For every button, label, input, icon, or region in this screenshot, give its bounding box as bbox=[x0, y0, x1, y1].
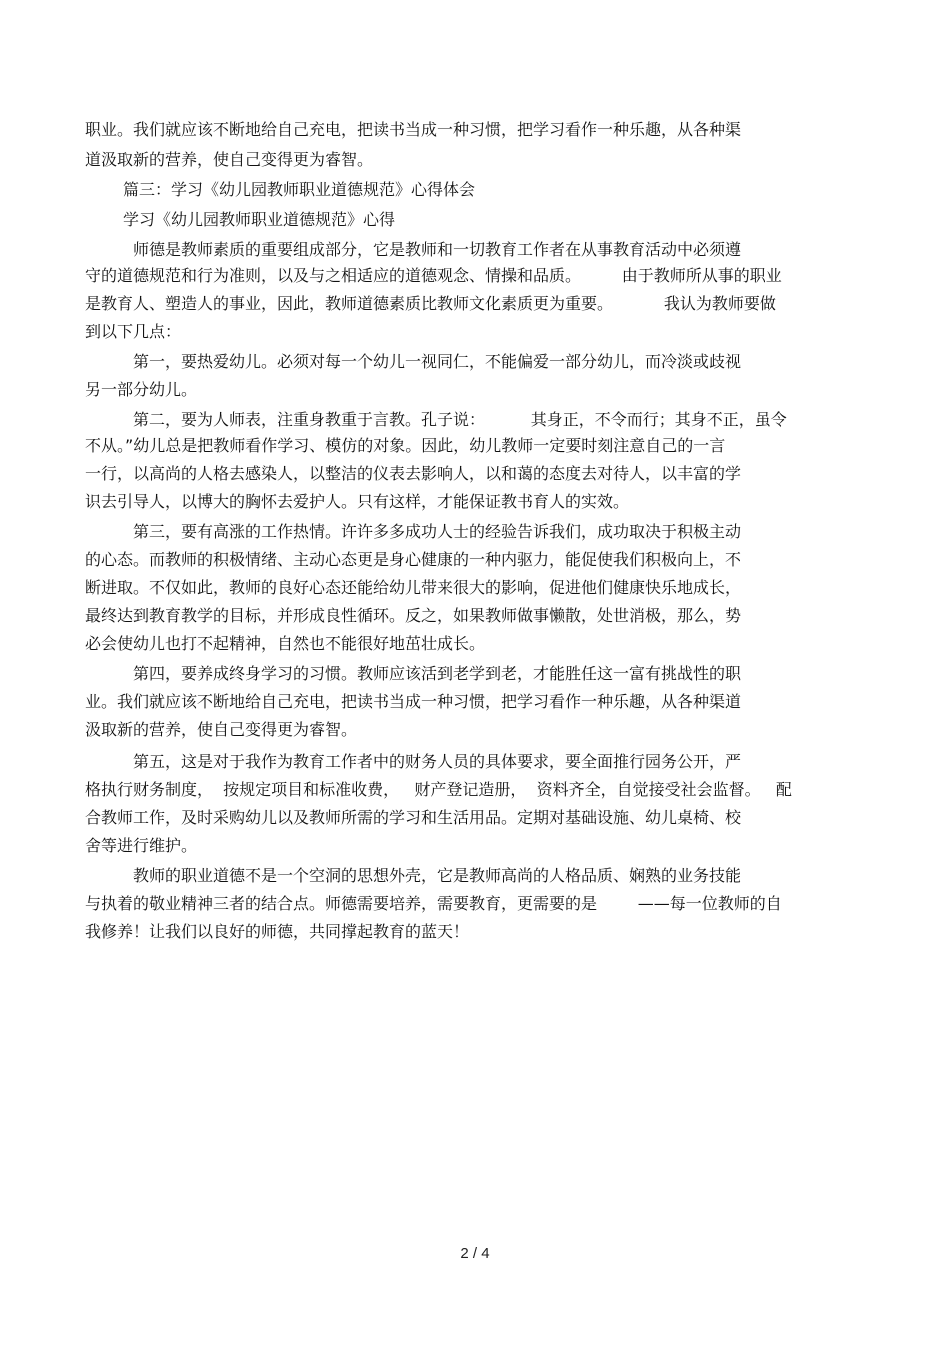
body-text-line: 师德是教师素质的重要组成部分，它是教师和一切教育工作者在从事教育活动中必须遵 bbox=[133, 240, 742, 259]
body-text-line: 教师的职业道德不是一个空洞的思想外壳，它是教师高尚的人格品质、娴熟的业务技能 bbox=[133, 866, 742, 885]
body-text-line: 合教师工作，及时采购幼儿以及教师所需的学习和生活用品。定期对基础设施、幼儿桌椅、校 bbox=[85, 808, 742, 827]
body-text-line: 另一部分幼儿。 bbox=[85, 380, 198, 399]
body-text-line: 与执着的敬业精神三者的结合点。师德需要培养，需要教育，更需要的是 ——每一位教师的自 bbox=[85, 894, 782, 913]
body-text-line: 汲取新的营养，使自己变得更为睿智。 bbox=[85, 720, 358, 739]
body-text-line: 最终达到教育教学的目标，并形成良性循环。反之，如果教师做事懒散，处世消极，那么，势 bbox=[85, 606, 742, 625]
page-number: 2 / 4 bbox=[460, 1245, 490, 1262]
article-title: 学习《幼儿园教师职业道德规范》心得 bbox=[123, 210, 396, 229]
body-text-line: 识去引导人，以博大的胸怀去爱护人。只有这样，才能保证教书育人的实效。 bbox=[85, 492, 630, 511]
body-text-line: 第四，要养成终身学习的习惯。教师应该活到老学到老，才能胜任这一富有挑战性的职 bbox=[133, 664, 742, 683]
body-text-line: 第三，要有高涨的工作热情。许许多多成功人士的经验告诉我们，成功取决于积极主动 bbox=[133, 522, 742, 541]
body-text-line: 我修养！让我们以良好的师德，共同撑起教育的蓝天！ bbox=[85, 922, 470, 941]
body-text-line: 第五，这是对于我作为教育工作者中的财务人员的具体要求，要全面推行园务公开，严 bbox=[133, 752, 742, 771]
body-text-line: 断进取。不仅如此，教师的良好心态还能给幼儿带来很大的影响，促进他们健康快乐地成长， bbox=[85, 578, 742, 597]
body-text-line: 第一，要热爱幼儿。必须对每一个幼儿一视同仁，不能偏爱一部分幼儿，而冷淡或歧视 bbox=[133, 352, 742, 371]
body-text-line: 是教育人、塑造人的事业，因此，教师道德素质比教师文化素质更为重要。 我认为教师要做 bbox=[85, 294, 776, 313]
body-text-line: 职业。我们就应该不断地给自己充电，把读书当成一种习惯，把学习看作一种乐趣，从各种渠 bbox=[85, 120, 742, 139]
body-text-line: 必会使幼儿也打不起精神，自然也不能很好地茁壮成长。 bbox=[85, 634, 486, 653]
body-text-line: 舍等进行维护。 bbox=[85, 836, 198, 855]
body-text-line: 到以下几点： bbox=[85, 322, 182, 341]
section-heading: 篇三：学习《幼儿园教师职业道德规范》心得体会 bbox=[123, 180, 476, 199]
body-text-line: 一行，以高尚的人格去感染人，以整洁的仪表去影响人，以和蔼的态度去对待人，以丰富的学 bbox=[85, 464, 742, 483]
body-text-line: 道汲取新的营养，使自己变得更为睿智。 bbox=[85, 150, 374, 169]
body-text-line: 不从。”幼儿总是把教师看作学习、模仿的对象。因此，幼儿教师一定要时刻注意自己的一言 bbox=[85, 436, 726, 455]
body-text-line: 的心态。而教师的积极情绪、主动心态更是身心健康的一种内驱力，能促使我们积极向上，不 bbox=[85, 550, 742, 569]
body-text-line: 格执行财务制度， 按规定项目和标准收费， 财产登记造册， 资料齐全，自觉接受社会监督。 配 bbox=[85, 780, 792, 799]
body-text-line: 业。我们就应该不断地给自己充电，把读书当成一种习惯，把学习看作一种乐趣，从各种渠道 bbox=[85, 692, 742, 711]
body-text-line: 第二，要为人师表，注重身教重于言教。孔子说： 其身正，不令而行；其身不正，虽令 bbox=[133, 410, 787, 429]
body-text-line: 守的道德规范和行为准则，以及与之相适应的道德观念、情操和品质。 由于教师所从事的职业 bbox=[85, 266, 782, 285]
